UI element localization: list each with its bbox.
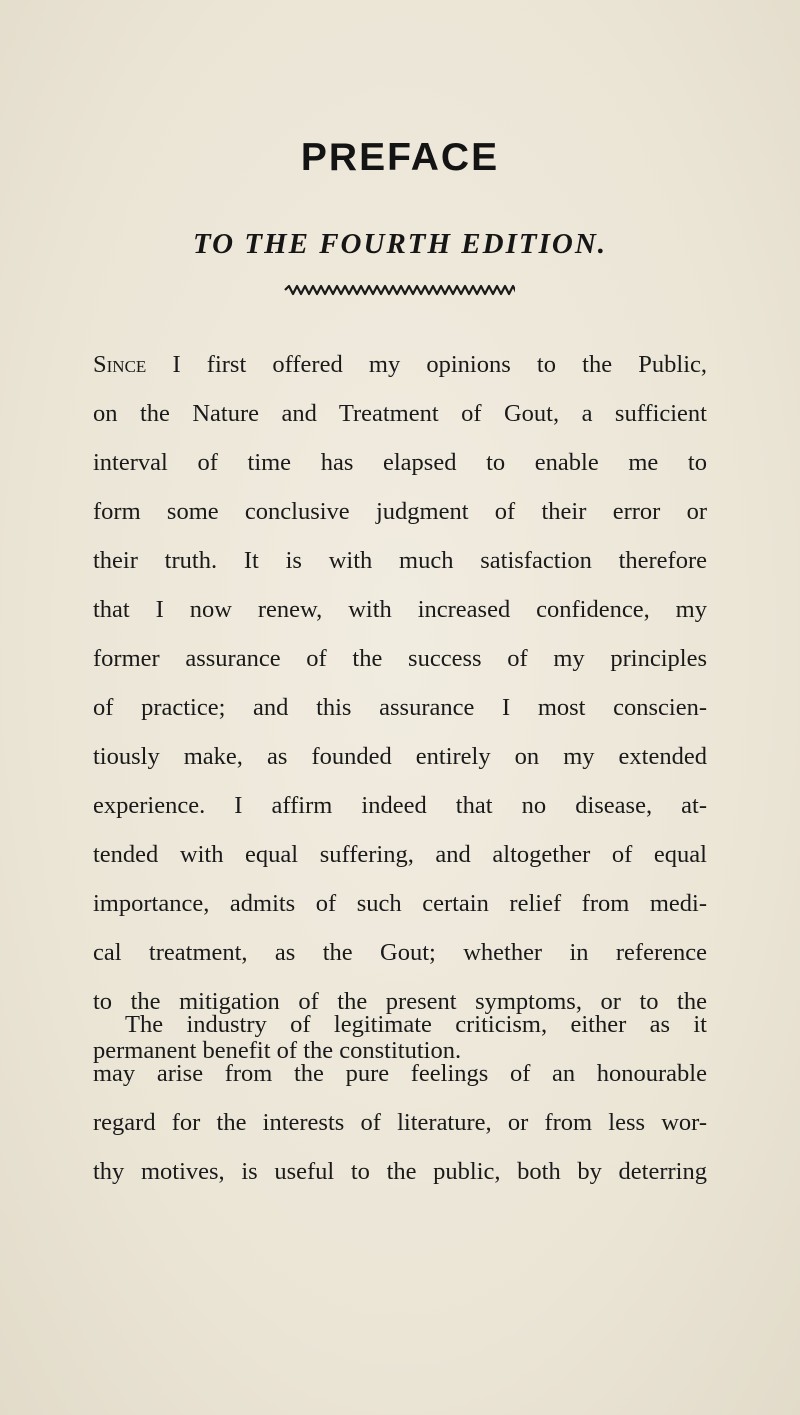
text-line: permanent benefit of the constitution. (93, 1037, 462, 1064)
text-line: tended with equal suffering, and altogether of equal (93, 841, 707, 868)
text-line: thy motives, is useful to the public, both by deterring (93, 1158, 707, 1185)
paragraph-2 (93, 1000, 707, 1196)
text-line: may arise from the pure feelings of an honourable (93, 1060, 707, 1087)
ornamental-divider (283, 283, 515, 297)
drop-word: Since (93, 351, 147, 378)
text-line: form some conclusive judgment of their error or (93, 498, 707, 525)
text-line: of practice; and this assurance I most conscien- (93, 694, 707, 721)
text-line: The industry of legitimate criticism, either as it (125, 1011, 707, 1038)
page-title: PREFACE (300, 136, 500, 179)
text-line: on the Nature and Treatment of Gout, a sufficient (93, 400, 707, 427)
text-line: regard for the interests of literature, or from less wor- (93, 1109, 707, 1136)
text-line: their truth. It is with much satisfaction therefore (93, 547, 707, 574)
text-line: former assurance of the success of my principles (93, 645, 707, 672)
text-line: tiously make, as founded entirely on my extended (93, 743, 707, 770)
text-line: interval of time has elapsed to enable me to (93, 449, 707, 476)
text-line: experience. I affirm indeed that no disease, at- (93, 792, 707, 819)
text-line: Since I first offered my opinions to the Public, (93, 351, 707, 378)
text-line: to the mitigation of the present symptoms, or to the (93, 988, 707, 1015)
text-line: cal treatment, as the Gout; whether in reference (93, 939, 707, 966)
text-line: importance, admits of such certain relief from medi- (93, 890, 707, 917)
page-subtitle: TO THE FOURTH EDITION. (192, 228, 608, 260)
paragraph-1 (93, 340, 707, 1075)
text-line: that I now renew, with increased confidence, my (93, 596, 707, 623)
